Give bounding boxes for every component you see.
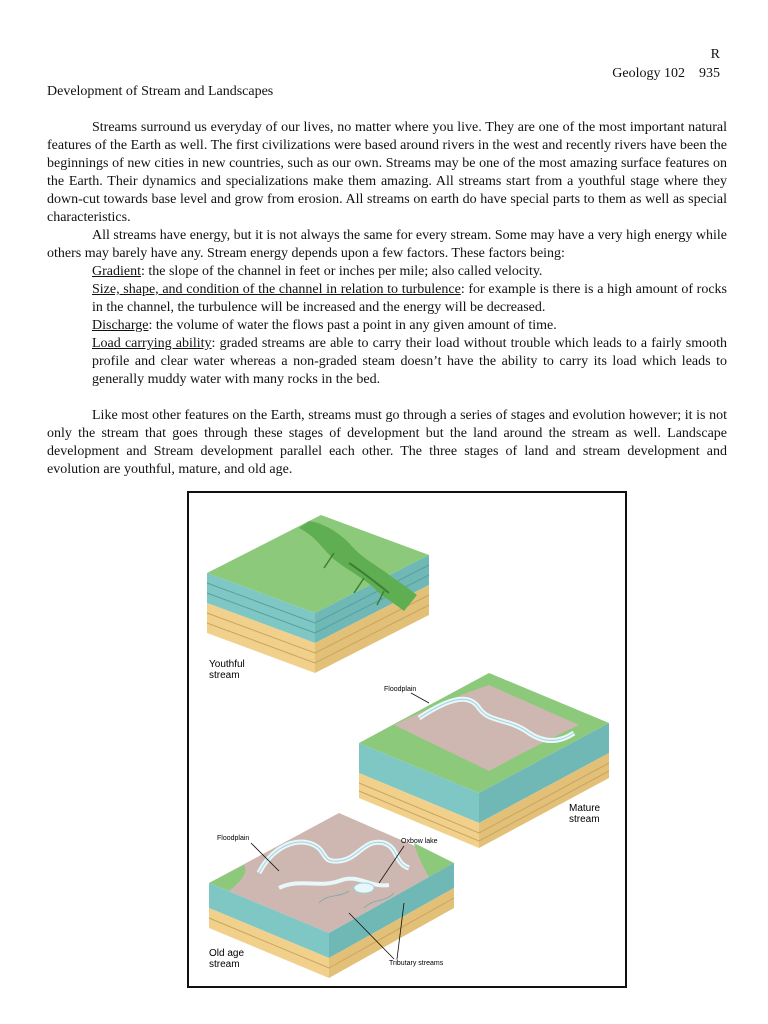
factor-term: Load carrying ability <box>92 336 212 351</box>
stream-stages-illustration <box>189 493 625 986</box>
old-age-label-2: stream <box>209 959 240 970</box>
stream-stages-figure <box>187 491 627 988</box>
old-floodplain-label: Floodplain <box>217 835 250 842</box>
factor-text: : the slope of the channel in feet or inches per mile; also called velocity. <box>140 264 543 279</box>
mature-label-2: stream <box>569 814 600 825</box>
youthful-label-1: Youthful <box>209 659 245 670</box>
factor-term: Size, shape, and condition of the channel in relation to turbulence <box>92 282 461 297</box>
factor-gradient <box>47 263 727 281</box>
paragraph-energy: All streams have energy, but it is not always the same for every stream. Some may have a very high energy while others may barely have any. Stream energy depends upon a few factors. These factors being: <box>47 228 727 261</box>
youthful-block <box>207 515 429 673</box>
header-course: Geology 102 935 <box>612 66 720 81</box>
factor-text: : for example is there is a high amount of rocks in the channel, the turbulence will be increased and the energy will be decreased. <box>92 282 727 315</box>
document-body <box>47 119 727 479</box>
mature-floodplain-label: Floodplain <box>384 686 417 693</box>
tributary-streams-label: Tributary streams <box>389 960 444 967</box>
factor-term: Gradient <box>92 264 141 279</box>
factor-text: : the volume of water the flows past a point in any given amount of time. <box>148 318 557 333</box>
document-title: Development of Stream and Landscapes <box>47 84 274 99</box>
mature-label-1: Mature <box>569 803 601 814</box>
oxbow-lake-label: Oxbow lake <box>401 838 438 845</box>
paragraph-stages: Like most other features on the Earth, streams must go through a series of stages and evolution however; it is not only the stream that goes through these stages of development but the land around the stream as well. Landscape development and Stream development parallel each other. The three stages of land and stream development and evolution are youthful, mature, and old age. <box>47 408 727 477</box>
factor-text: : graded streams are able to carry their load without trouble which leads to a fairly smooth profile and clear water whereas a non-graded steam doesn’t have the ability to carry its load which leads to generally muddy water with many rocks in the bed. <box>92 336 727 387</box>
paragraph-intro: Streams surround us everyday of our lives, no matter where you live. They are one of the most important natural features of the Earth as well. The first civilizations were based around rivers in the west and recently rivers have been the beginnings of new cities in new countries, such as our own. Streams may be one of the most amazing surface features on the Earth. Their dynamics and specializations make them amazing. All streams start from a youthful stage where they down-cut towards base level and grow from erosion. All streams on earth do have special parts to them as well as special characteristics. <box>47 120 727 225</box>
factor-load <box>47 335 727 389</box>
youthful-label-2: stream <box>209 670 240 681</box>
header-initial: R <box>710 47 720 62</box>
blank-line <box>47 389 727 407</box>
factor-channel <box>47 281 727 317</box>
factor-discharge <box>47 317 727 335</box>
factor-term: Discharge <box>92 318 149 333</box>
mature-floodplain-pointer <box>411 693 429 703</box>
old-age-label-1: Old age <box>209 948 245 959</box>
